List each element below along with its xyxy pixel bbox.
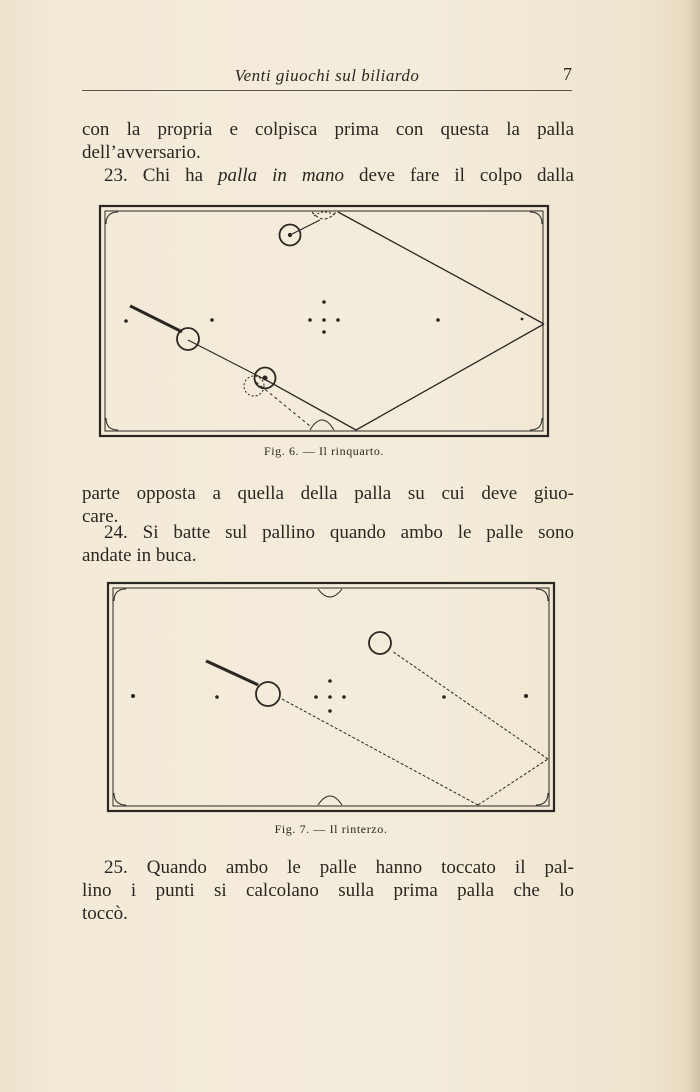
ball-path: [338, 212, 544, 324]
corner-pocket: [114, 589, 126, 601]
cue-highlight: [130, 308, 182, 334]
italic-term: palla in mano: [218, 165, 345, 186]
text-line: andate in buca.: [82, 545, 197, 566]
text-run: deve fare il colpo dalla: [344, 165, 574, 186]
item-number: 23.: [104, 165, 128, 186]
table-spot: [524, 694, 528, 698]
pin: [328, 679, 332, 683]
running-title: Venti giuochi sul biliardo: [234, 66, 420, 85]
corner-pocket: [530, 212, 542, 224]
text-line: con la propria e colpisca prima con questa la palla: [82, 119, 574, 140]
text-line: 24. Si batte sul pallino quando ambo le palle sono: [104, 522, 574, 543]
pin: [336, 318, 340, 322]
pin: [314, 695, 318, 699]
paragraph-24: [82, 521, 574, 567]
cue-ball: [256, 682, 280, 706]
billiard-table-fig6: [98, 204, 550, 438]
dashed-path: [478, 759, 548, 805]
text-line: lino i punti si calcolano sulla prima palla che lo: [82, 880, 574, 901]
paragraph-25: [82, 856, 574, 925]
pin: [322, 300, 326, 304]
corner-pocket: [106, 212, 118, 224]
object-ball: [369, 632, 391, 654]
table-spot: [436, 318, 440, 322]
paragraph-continuation: [82, 118, 574, 164]
pin: [328, 695, 332, 699]
middle-pocket: [318, 589, 342, 597]
corner-pocket: [530, 418, 542, 430]
pin: [342, 695, 346, 699]
ball-path: [266, 380, 356, 430]
table-spot: [521, 318, 524, 321]
corner-pocket: [536, 589, 548, 601]
ball-dot: [263, 376, 267, 380]
text-line: dell’avversario.: [82, 142, 201, 163]
text-line: care.: [82, 506, 119, 527]
pin: [322, 330, 326, 334]
pin: [328, 709, 332, 713]
cue-stick: [206, 661, 258, 685]
corner-pocket: [536, 793, 548, 805]
ghost-ball: [314, 212, 336, 216]
pin: [322, 318, 326, 322]
figure-6-diagram: [98, 204, 550, 438]
dashed-path: [392, 651, 548, 759]
cue-stick: [130, 306, 182, 332]
ball-path: [356, 324, 544, 430]
middle-pocket: [312, 212, 336, 219]
paragraph-23: [82, 164, 574, 187]
ball-path: [188, 340, 266, 380]
page-number: 7: [563, 64, 572, 84]
table-spot: [131, 694, 135, 698]
text-line: [82, 164, 574, 187]
cue-ball: [177, 328, 199, 350]
billiard-table-fig7: [106, 581, 556, 813]
table-spot: [215, 695, 219, 699]
figure-7-diagram: [106, 581, 556, 813]
pin: [308, 318, 312, 322]
running-head: [82, 62, 572, 91]
text-run: Chi ha: [127, 165, 219, 186]
corner-pocket: [106, 418, 118, 430]
table-spot: [124, 319, 128, 323]
text-line: parte opposta a quella della palla su cui deve giuo-: [82, 483, 574, 504]
figure-6-caption: Fig. 6. — Il rinquarto.: [263, 444, 385, 458]
figure-7-caption: Fig. 7. — Il rinterzo.: [274, 822, 388, 836]
text-line: 25. Quando ambo le palle hanno toccato il pal-: [104, 857, 574, 878]
middle-pocket: [318, 796, 342, 805]
corner-pocket: [114, 793, 126, 805]
table-spot: [210, 318, 214, 322]
text-line: toccò.: [82, 903, 128, 924]
ball-dot: [288, 233, 291, 236]
page-edge-shadow: [686, 0, 700, 1092]
table-spot: [442, 695, 446, 699]
middle-pocket: [310, 420, 334, 430]
cue-highlight: [206, 663, 258, 687]
dashed-path: [282, 699, 478, 805]
